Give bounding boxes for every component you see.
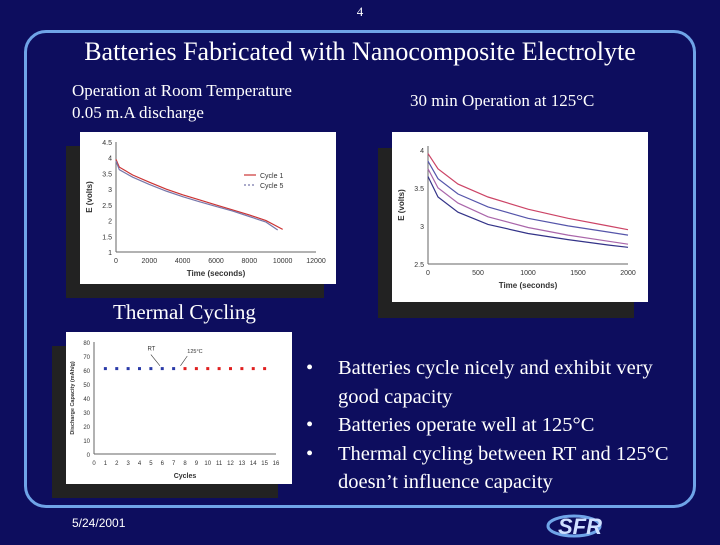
x-tick-label: 12000 (306, 258, 326, 265)
x-tick-label: 500 (472, 270, 484, 277)
y-tick-label: 80 (83, 341, 90, 347)
y-tick-label: 30 (83, 411, 90, 417)
x-tick-label: 4 (137, 461, 142, 467)
legend-label: Cycle 5 (260, 183, 284, 190)
thermal-cycling-chart-svg (66, 332, 292, 484)
y-tick-label: 1.5 (102, 234, 112, 242)
y-tick-label: 2.5 (414, 262, 424, 269)
slide-title: Batteries Fabricated with Nanocomposite Electrolyte (40, 34, 680, 70)
x-tick-label: 1 (103, 461, 108, 467)
high-temp-chart-svg (392, 132, 648, 302)
room-temp-caption (72, 80, 292, 124)
data-point (218, 367, 221, 370)
series-line (116, 161, 278, 230)
y-axis-label: E (volts) (85, 181, 94, 213)
high-temp-caption: 30 min Operation at 125°C (410, 91, 595, 110)
y-tick-label: 2.5 (102, 202, 112, 210)
discharge-chart (80, 132, 336, 284)
x-tick-label: 8 (183, 461, 187, 467)
bullet-marker: • (306, 442, 314, 465)
bullet-marker: • (306, 414, 314, 436)
y-tick-label: 4 (420, 147, 424, 155)
data-point (115, 367, 118, 370)
annotation-arrow (151, 355, 160, 366)
x-tick-label: 5 (149, 461, 153, 467)
series-line (428, 177, 628, 248)
y-tick-label: 3.5 (102, 171, 112, 179)
y-tick-label: 4.5 (102, 140, 112, 147)
data-point (104, 367, 107, 370)
y-tick-label: 50 (83, 383, 90, 389)
x-tick-label: 1500 (570, 270, 586, 277)
x-axis-label: Time (seconds) (186, 269, 246, 278)
x-tick-label: 16 (272, 461, 280, 467)
y-tick-label: 70 (83, 355, 90, 361)
thermal-cycling-chart (66, 332, 292, 484)
data-point (161, 367, 164, 370)
x-tick-label: 0 (114, 258, 118, 265)
room-temp-caption-line1: Operation at Room Temperature (72, 81, 292, 100)
x-axis-label: Time (seconds) (498, 281, 558, 290)
y-tick-label: 20 (83, 425, 90, 431)
x-tick-label: 15 (261, 461, 268, 467)
annotation-label: 125°C (187, 349, 203, 356)
bullet-text: Thermal cycling between RT and 125°C doesn’t influence capacity (338, 442, 669, 493)
x-tick-label: 2000 (620, 270, 636, 277)
logo-text: SFR (558, 514, 602, 539)
data-point (229, 367, 232, 370)
y-tick-label: 40 (83, 397, 90, 403)
y-tick-label: 10 (83, 439, 90, 445)
data-point (195, 367, 198, 370)
y-axis-label: Discharge Capacity (mAh/g) (70, 361, 76, 435)
x-tick-label: 0 (92, 461, 96, 467)
bullet-text: Batteries operate well at 125°C (338, 414, 595, 436)
x-tick-label: 12 (227, 461, 234, 467)
legend-label: Cycle 1 (260, 173, 284, 180)
x-tick-label: 6000 (208, 258, 224, 265)
high-temp-chart (392, 132, 648, 302)
x-axis-label: Cycles (173, 473, 197, 480)
data-point (127, 367, 130, 370)
data-point (206, 367, 209, 370)
y-tick-label: 0 (86, 453, 90, 459)
y-tick-label: 1 (108, 250, 112, 257)
x-tick-label: 14 (249, 461, 257, 467)
room-temp-caption-line2: 0.05 m.A discharge (72, 103, 204, 122)
x-tick-label: 2000 (141, 258, 158, 265)
x-tick-label: 4000 (174, 258, 191, 265)
data-point (263, 367, 266, 370)
data-point (252, 367, 255, 370)
x-tick-label: 11 (216, 461, 223, 467)
x-tick-label: 7 (171, 461, 176, 467)
x-tick-label: 8000 (241, 258, 258, 265)
y-tick-label: 4 (108, 155, 112, 163)
y-tick-label: 3 (108, 187, 112, 195)
x-tick-label: 13 (238, 461, 246, 467)
y-tick-label: 3 (420, 223, 424, 231)
x-tick-label: 3 (126, 461, 130, 467)
annotation-arrow (180, 356, 187, 366)
sfr-logo (544, 502, 640, 545)
page-number: 4 (356, 4, 364, 19)
x-tick-label: 0 (426, 270, 430, 277)
bullet-item (306, 354, 686, 411)
bullet-list (306, 354, 686, 497)
discharge-chart-svg (80, 132, 336, 284)
slide-date: 5/24/2001 (72, 516, 126, 530)
data-point (184, 367, 187, 370)
data-point (240, 367, 243, 370)
data-point (149, 367, 152, 370)
y-axis-label: E (volts) (397, 189, 406, 221)
x-tick-label: 6 (160, 461, 164, 467)
x-tick-label: 2 (115, 461, 119, 467)
x-tick-label: 10 (204, 461, 212, 467)
y-tick-label: 2 (108, 218, 112, 226)
annotation-label: RT (147, 346, 156, 353)
bullet-item (306, 411, 686, 440)
x-tick-label: 10000 (272, 258, 293, 265)
bullet-text: Batteries cycle nicely and exhibit very good capacity (338, 357, 653, 408)
y-tick-label: 60 (83, 369, 90, 375)
bullet-marker: • (306, 357, 314, 379)
data-point (172, 367, 175, 370)
thermal-cycling-caption: Thermal Cycling (113, 300, 256, 324)
bullet-item (306, 440, 686, 497)
data-point (138, 367, 141, 370)
x-tick-label: 9 (194, 461, 199, 467)
x-tick-label: 1000 (520, 270, 536, 277)
y-tick-label: 3.5 (414, 185, 424, 193)
